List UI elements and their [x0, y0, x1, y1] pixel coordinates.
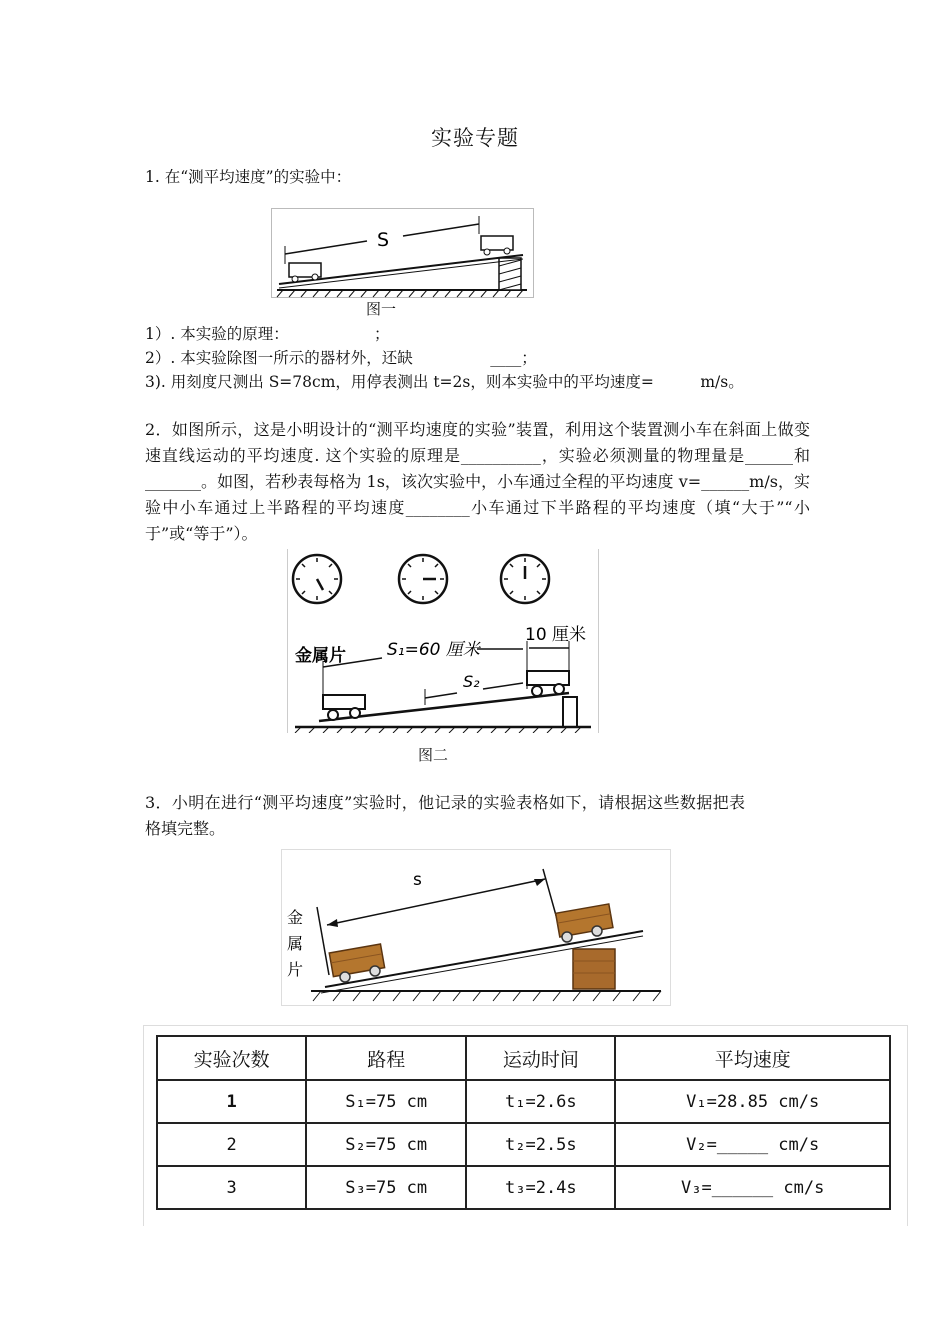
table-cell: t₂=2.5s	[466, 1123, 615, 1166]
figure-2-incline	[287, 549, 599, 733]
table-cell: 1	[157, 1080, 306, 1123]
figure-2-s1-label: S₁=60 厘米	[387, 640, 480, 660]
table-cell: t₃=2.4s	[466, 1166, 615, 1209]
figure-1-caption: 图一	[366, 300, 397, 318]
table-cell: V₁=28.85 cm/s	[615, 1080, 890, 1123]
table-cell: S₃=75 cm	[306, 1166, 466, 1209]
table-header-cell: 平均速度	[615, 1036, 890, 1080]
stopwatch-icon	[399, 555, 447, 603]
table-row	[157, 1166, 890, 1209]
table-cell: t₁=2.6s	[466, 1080, 615, 1123]
table-cell: 3	[157, 1166, 306, 1209]
figure-3-incline	[281, 849, 671, 1006]
table-header-cell: 路程	[306, 1036, 466, 1080]
figure-3-s-label: s	[413, 870, 422, 890]
q1-intro: 1. 在“测平均速度”的实验中：	[145, 168, 352, 186]
table-header-cell: 运动时间	[466, 1036, 615, 1080]
table-cell: S₂=75 cm	[306, 1123, 466, 1166]
page-title: 实验专题	[431, 126, 519, 150]
q1-item-3: 3). 用刻度尺测出 S=78cm，用停表测出 t=2s，则本实验中的平均速度= m/s。	[145, 373, 744, 391]
figure-1-s-label: S	[377, 229, 390, 251]
q3-text: 3．小明在进行“测平均速度”实验时，他记录的实验表格如下，请根据这些数据把表格填完整。	[145, 793, 745, 838]
figure-2-10cm-label: 10 厘米	[525, 625, 587, 645]
data-table	[156, 1035, 891, 1210]
figure-3-metal-label-1: 金	[287, 908, 304, 927]
table-header-cell: 实验次数	[157, 1036, 306, 1080]
q1-item-2: 2）. 本实验除图一所示的器材外，还缺 ____；	[145, 349, 537, 367]
figure-2-s2-label: S₂	[463, 672, 480, 691]
figure-3-metal-label-2: 属	[287, 934, 304, 953]
table-cell: 2	[157, 1123, 306, 1166]
stopwatch-icon	[293, 555, 341, 603]
figure-1-incline	[271, 208, 534, 298]
figure-2-caption: 图二	[418, 746, 449, 764]
figure-2-metal-label: 金属片	[295, 646, 346, 666]
q2-text: 2．如图所示，这是小明设计的“测平均速度的实验”装置，利用这个装置测小车在斜面上做变速直线运动的平均速度. 这个实验的原理是__________，实验必须测量的物理量是______和_______。如图，若秒表每格为 1s，该次实验中，小车通过全程的平均速度 v=______m/s，实验中小车通过上半路程的平均速度________小车通过下半路程的平均速度（填“大于”“小于”或“等于”）。	[145, 420, 810, 543]
table-cell: V₃=______ cm/s	[615, 1166, 890, 1209]
table-cell: V₂=_____ cm/s	[615, 1123, 890, 1166]
figure-3-metal-label-3: 片	[287, 960, 304, 979]
table-cell: S₁=75 cm	[306, 1080, 466, 1123]
table-header-row	[157, 1036, 890, 1080]
table-row	[157, 1123, 890, 1166]
table-row	[157, 1080, 890, 1123]
stopwatch-icon	[501, 555, 549, 603]
q1-item-1: 1）. 本实验的原理： ；	[145, 325, 390, 343]
